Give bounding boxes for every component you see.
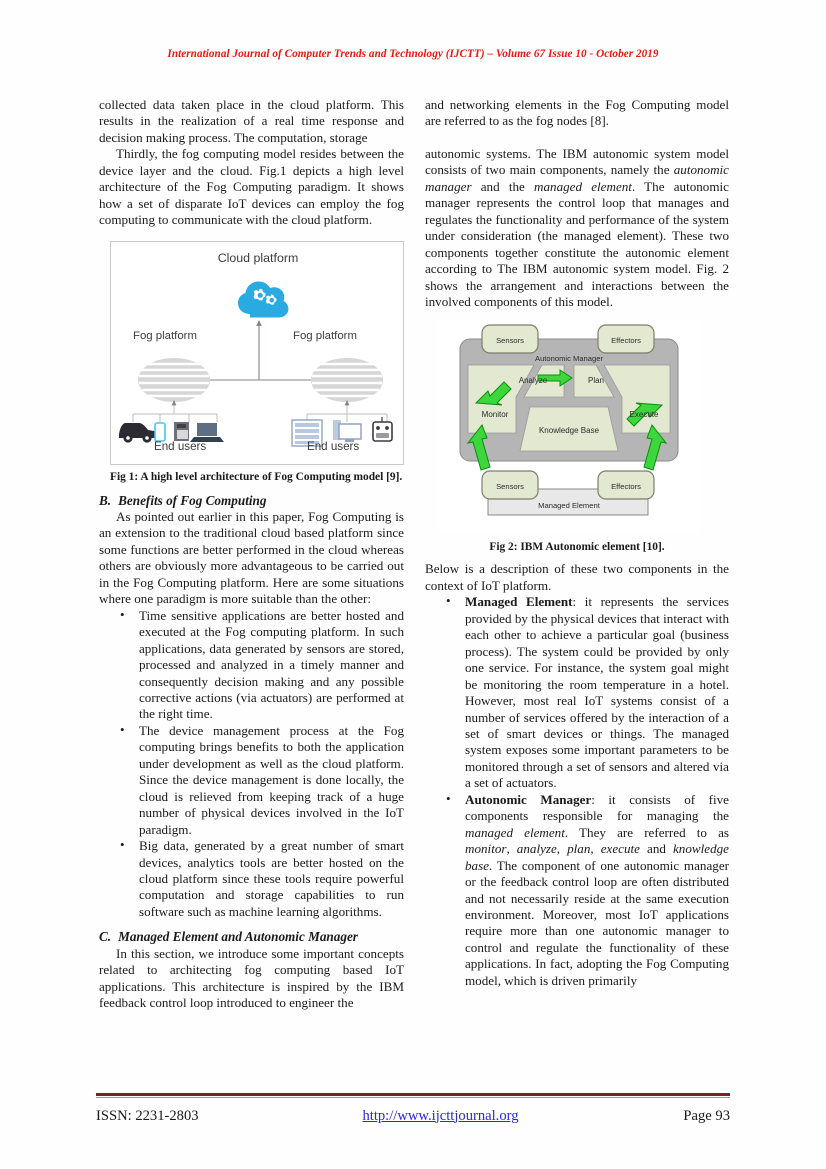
- figure-1: [110, 241, 406, 484]
- right-paragraph-2: [425, 146, 729, 311]
- list-item: • Time sensitive applications are better hosted and executed at the Fog computing platform. In such applications, data generated by sensors are stored, processed and analyzed in a timely manner and consequently decision making and any possible corrective actions (via actuators) are performed at the right time.: [99, 608, 404, 723]
- b2-em-managed-element: managed element: [465, 824, 565, 840]
- issn-text: ISSN: 2231-2803: [96, 1107, 199, 1124]
- fog-platform-left-icon: [138, 358, 210, 402]
- rp2-part-a: autonomic systems. The IBM autonomic system model consists of two main components, namely the: [425, 145, 729, 178]
- journal-url-link[interactable]: http://www.ijcttjournal.org: [362, 1107, 519, 1124]
- figure-2-sensors-top-label: Sensors: [496, 336, 524, 346]
- list-item: • Big data, generated by a great number of smart devices, analytics tools are better hosted on the cloud platform since these tools require powerful computation and storage capabilities to run software such as machine learning algorithms.: [99, 838, 404, 920]
- left-column: [99, 97, 404, 1067]
- list-item: [425, 594, 729, 791]
- b2-em-knowledge-base: knowledge base: [465, 841, 729, 873]
- figure-2-execute-label: Execute: [629, 410, 659, 420]
- figure-2-analyze-label: Analyze: [518, 376, 548, 386]
- figure-2: [438, 321, 718, 554]
- section-c-label: C.: [99, 929, 112, 945]
- figure-1-endusers-right-label: End users: [307, 439, 360, 453]
- section-heading-b: [99, 493, 404, 509]
- figure-2-image: [438, 321, 700, 533]
- smartphone-icon: [155, 423, 165, 441]
- figure-2-managed-element-label: Managed Element: [538, 501, 600, 511]
- footer-rule-thin: [96, 1097, 730, 1098]
- figure-2-monitor-label: Monitor: [481, 410, 509, 420]
- section-c-title: Managed Element and Autonomic Manager: [118, 929, 358, 945]
- rp2-em-managed-element: managed element: [534, 178, 632, 194]
- list-item: [425, 792, 729, 989]
- benefits-bullet-list: [99, 608, 404, 921]
- section-b-label: B.: [99, 492, 112, 508]
- figure-1-fog-left-label: Fog platform: [133, 329, 197, 342]
- b2-em-monitor: monitor: [465, 841, 507, 857]
- term-autonomic-manager: Autonomic Manager: [465, 791, 592, 807]
- b2-c: ,: [506, 841, 517, 857]
- figure-2-effectors-bottom-label: Effectors: [611, 482, 641, 492]
- bullet-1-text: : it represents the services provided by the physical devices that interact with each other to achieve a particular goal (business process). The system could be provided by only one service. For instance, the system goal might be monitoring the room temperature in a hotel. However, most real IoT systems consist of a number of services offered by the interaction of a set of smart devices or things. The managed system exposes some important parameters to be monitored through a set of sensors and altered via a set of actuators.: [465, 594, 729, 791]
- b2-em-plan: plan: [567, 841, 591, 857]
- figure-1-endusers-left-label: End users: [154, 439, 207, 453]
- figure-1-image: [110, 241, 404, 465]
- rp2-em-autonomic-manager: autonomic manager: [425, 162, 729, 194]
- b2-a: : it consists of five components responsible for managing the: [465, 791, 729, 824]
- figure-2-diagram-graphics: [438, 321, 700, 533]
- figure-1-caption: Fig 1: A high level architecture of Fog Computing model [9].: [110, 470, 403, 483]
- footer-rule: [96, 1093, 730, 1096]
- figure-2-sensors-bottom-label: Sensors: [496, 482, 524, 492]
- two-column-body: [99, 97, 729, 1067]
- left-paragraph-2: Thirdly, the fog computing model resides between the device layer and the cloud. Fig.1 depicts a high level architecture of the Fog Computing paradigm. It shows how a set of disparate IoT devices can employ the fog computing to communicate with the cloud platform.: [99, 146, 404, 228]
- b2-b: . They are referred to as: [564, 824, 729, 840]
- b2-f: and: [639, 841, 673, 857]
- fog-platform-right-icon: [311, 358, 383, 402]
- components-bullet-list: [425, 594, 729, 989]
- figure-1-diagram-graphics: [111, 242, 405, 466]
- figure-1-cloud-label: Cloud platform: [217, 250, 299, 265]
- figure-2-plan-label: Plan: [587, 376, 605, 386]
- rp2-part-b: and the: [471, 178, 535, 194]
- robot-icon: [373, 417, 392, 441]
- figure-2-autonomic-manager-label: Autonomic Manager: [535, 354, 603, 364]
- running-head: International Journal of Computer Trends and Technology (IJCTT) – Volume 67 Issue 10 - October 2019: [167, 48, 659, 60]
- figure-2-knowledge-base-label: Knowledge Base: [538, 426, 600, 436]
- right-paragraph-3: Below is a description of these two components in the context of IoT platform.: [425, 561, 729, 593]
- car-icon: [119, 423, 158, 443]
- figure-1-fog-right-label: Fog platform: [293, 329, 357, 342]
- left-paragraph-3: As pointed out earlier in this paper, Fog Computing is an extension to the traditional cloud based platform since some functions are better performed in the cloud whereas others are obviously more advantageous to be carried out in the Fog Computing platform. Here are some situations where one paradigm is more suitable than the other:: [99, 509, 404, 607]
- section-heading-c: [99, 929, 404, 945]
- right-paragraph-1: and networking elements in the Fog Computing model are referred to as the fog nodes [8].: [425, 97, 729, 129]
- b2-d: ,: [556, 841, 568, 857]
- page-number: Page 93: [683, 1107, 730, 1124]
- figure-2-effectors-top-label: Effectors: [611, 336, 641, 346]
- list-item: • The device management process at the Fog computing brings benefits to both the application under development as well as the cloud platform. Since the device management is done locally, the cloud is relieved from keeping track of a huge number of physical devices involved in the IoT paradigm.: [99, 723, 404, 838]
- printer-icon: [174, 422, 189, 441]
- left-paragraph-1: collected data taken place in the cloud platform. This results in the realization of a real time response and decision making process. The computation, storage: [99, 97, 404, 145]
- b2-em-execute: execute: [600, 841, 640, 857]
- page-footer: [96, 1101, 730, 1131]
- rp2-part-c: . The autonomic manager represents the control loop that manages and regulates the functionality and performance of the system under consideration (the managed element). These two components together constitute the autonomic element according to The IBM autonomic system model. Fig. 2 shows the arrangement and interactions between the involved components of this model.: [425, 178, 729, 309]
- figure-2-caption: Fig 2: IBM Autonomic element [10].: [489, 541, 665, 554]
- b2-em-analyze: analyze: [516, 841, 557, 857]
- left-paragraph-4: In this section, we introduce some important concepts related to architecting fog computing based IoT applications. This architecture is inspired by the IBM feedback control loop introduced to engineer the: [99, 945, 404, 1011]
- b2-g: . The component of one autonomic manager or the feedback control loop are often distributed and not necessarily reside at the same execution environment. Moreover, most IoT applications require more than one autonomic manager to control and regulate the functionality of these applications. In fact, adopting the Fog Computing model, which is driven primarily: [465, 857, 729, 988]
- desktop-computer-icon: [333, 420, 361, 442]
- b2-e: ,: [590, 841, 601, 857]
- term-managed-element: Managed Element: [465, 594, 573, 610]
- right-column: [425, 97, 729, 1067]
- section-b-title: Benefits of Fog Computing: [118, 492, 267, 508]
